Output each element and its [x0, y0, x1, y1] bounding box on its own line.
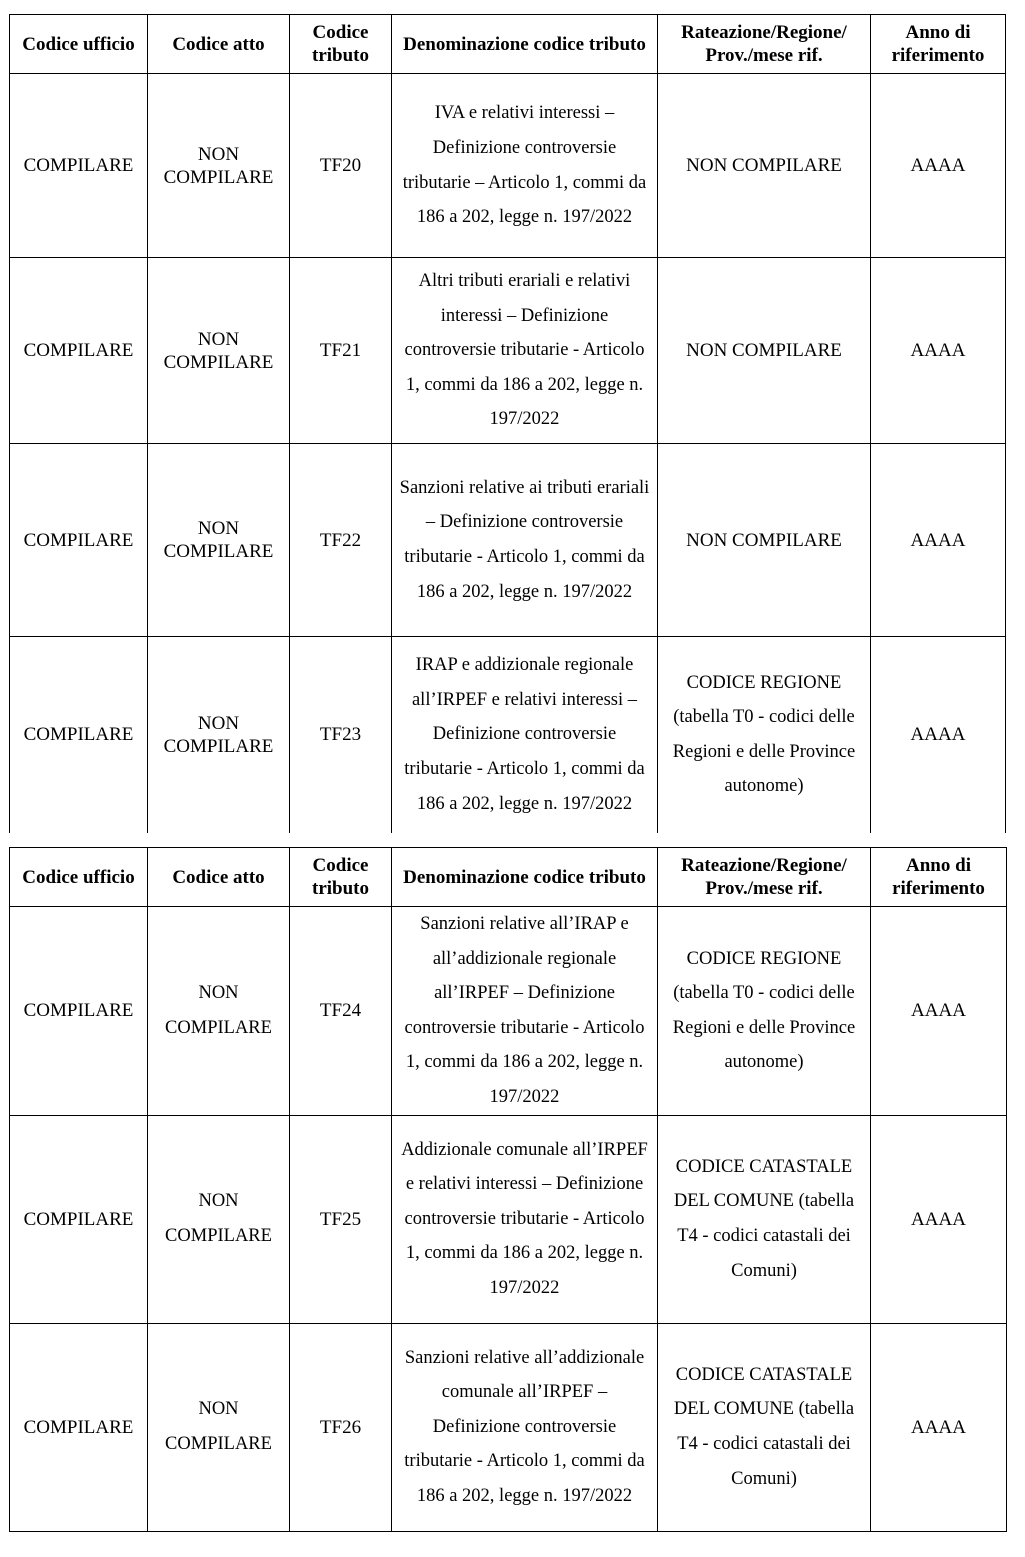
header-anno: Anno di riferimento — [871, 848, 1007, 907]
codice-atto-cell: NON COMPILARE — [148, 74, 290, 258]
codice-atto-cell: NON COMPILARE — [148, 444, 290, 637]
denominazione-cell: Sanzioni relative all’addizionale comunale all’IRPEF – Definizione controversie tributarie - Articolo 1, commi da 186 a 202, legge n. 197/2022 — [392, 1323, 658, 1531]
table-row — [10, 637, 1006, 833]
rateazione-cell: NON COMPILARE — [658, 258, 871, 444]
codice-tributo-cell: TF20 — [290, 74, 392, 258]
rateazione-cell: CODICE REGIONE (tabella T0 - codici delle Regioni e delle Province autonome) — [658, 907, 871, 1116]
codice-tributo-cell: TF26 — [290, 1323, 392, 1531]
codice-atto-cell: NON COMPILARE — [148, 637, 290, 833]
denominazione-cell: IVA e relativi interessi – Definizione controversie tributarie – Articolo 1, commi da 186 a 202, legge n. 197/2022 — [392, 74, 658, 258]
header-codice-ufficio: Codice ufficio — [10, 848, 148, 907]
header-rateazione: Rateazione/Regione/ Prov./mese rif. — [658, 15, 871, 74]
header-codice-tributo: Codice tributo — [290, 15, 392, 74]
anno-cell: AAAA — [871, 637, 1006, 833]
denominazione-cell: IRAP e addizionale regionale all’IRPEF e relativi interessi – Definizione controversie tributarie - Articolo 1, commi da 186 a 202, legge n. 197/2022 — [392, 637, 658, 833]
codice-ufficio-cell: COMPILARE — [10, 74, 148, 258]
table-row — [10, 74, 1006, 258]
codice-atto-cell: NON COMPILARE — [148, 258, 290, 444]
table-row — [10, 444, 1006, 637]
codice-ufficio-cell: COMPILARE — [10, 258, 148, 444]
rateazione-cell: CODICE CATASTALE DEL COMUNE (tabella T4 - codici catastali dei Comuni) — [658, 1323, 871, 1531]
codice-ufficio-cell: COMPILARE — [10, 907, 148, 1116]
header-rateazione: Rateazione/Regione/ Prov./mese rif. — [658, 848, 871, 907]
codice-atto-cell: NON COMPILARE — [148, 907, 290, 1116]
header-denominazione: Denominazione codice tributo — [392, 848, 658, 907]
denominazione-cell: Altri tributi erariali e relativi interessi – Definizione controversie tributarie - Articolo 1, commi da 186 a 202, legge n. 197/2022 — [392, 258, 658, 444]
anno-cell: AAAA — [871, 1323, 1007, 1531]
header-denominazione: Denominazione codice tributo — [392, 15, 658, 74]
codice-tributo-cell: TF24 — [290, 907, 392, 1116]
header-anno: Anno di riferimento — [871, 15, 1006, 74]
codice-tributo-cell: TF22 — [290, 444, 392, 637]
anno-cell: AAAA — [871, 1115, 1007, 1323]
header-codice-tributo: Codice tributo — [290, 848, 392, 907]
rateazione-cell: NON COMPILARE — [658, 444, 871, 637]
codice-ufficio-cell: COMPILARE — [10, 637, 148, 833]
table-row — [10, 1323, 1007, 1531]
codici-tributo-table-1 — [9, 14, 1006, 833]
table-row — [10, 1115, 1007, 1323]
header-codice-ufficio: Codice ufficio — [10, 15, 148, 74]
header-codice-atto: Codice atto — [148, 848, 290, 907]
codice-tributo-cell: TF23 — [290, 637, 392, 833]
header-codice-atto: Codice atto — [148, 15, 290, 74]
header-row — [10, 15, 1006, 74]
table-row — [10, 258, 1006, 444]
codice-atto-cell: NON COMPILARE — [148, 1115, 290, 1323]
table-row — [10, 907, 1007, 1116]
rateazione-cell: NON COMPILARE — [658, 74, 871, 258]
anno-cell: AAAA — [871, 74, 1006, 258]
codice-ufficio-cell: COMPILARE — [10, 444, 148, 637]
codici-tributo-table-2 — [9, 847, 1007, 1532]
codice-tributo-cell: TF21 — [290, 258, 392, 444]
denominazione-cell: Sanzioni relative ai tributi erariali – Definizione controversie tributarie - Articolo 1, commi da 186 a 202, legge n. 197/2022 — [392, 444, 658, 637]
codice-tributo-cell: TF25 — [290, 1115, 392, 1323]
anno-cell: AAAA — [871, 444, 1006, 637]
rateazione-cell: CODICE CATASTALE DEL COMUNE (tabella T4 - codici catastali dei Comuni) — [658, 1115, 871, 1323]
codice-ufficio-cell: COMPILARE — [10, 1115, 148, 1323]
rateazione-cell: CODICE REGIONE (tabella T0 - codici delle Regioni e delle Province autonome) — [658, 637, 871, 833]
codice-atto-cell: NON COMPILARE — [148, 1323, 290, 1531]
codice-ufficio-cell: COMPILARE — [10, 1323, 148, 1531]
denominazione-cell: Sanzioni relative all’IRAP e all’addizionale regionale all’IRPEF – Definizione controversie tributarie - Articolo 1, commi da 186 a 202, legge n. 197/2022 — [392, 907, 658, 1116]
header-row — [10, 848, 1007, 907]
anno-cell: AAAA — [871, 258, 1006, 444]
anno-cell: AAAA — [871, 907, 1007, 1116]
denominazione-cell: Addizionale comunale all’IRPEF e relativi interessi – Definizione controversie tributarie - Articolo 1, commi da 186 a 202, legge n. 197/2022 — [392, 1115, 658, 1323]
